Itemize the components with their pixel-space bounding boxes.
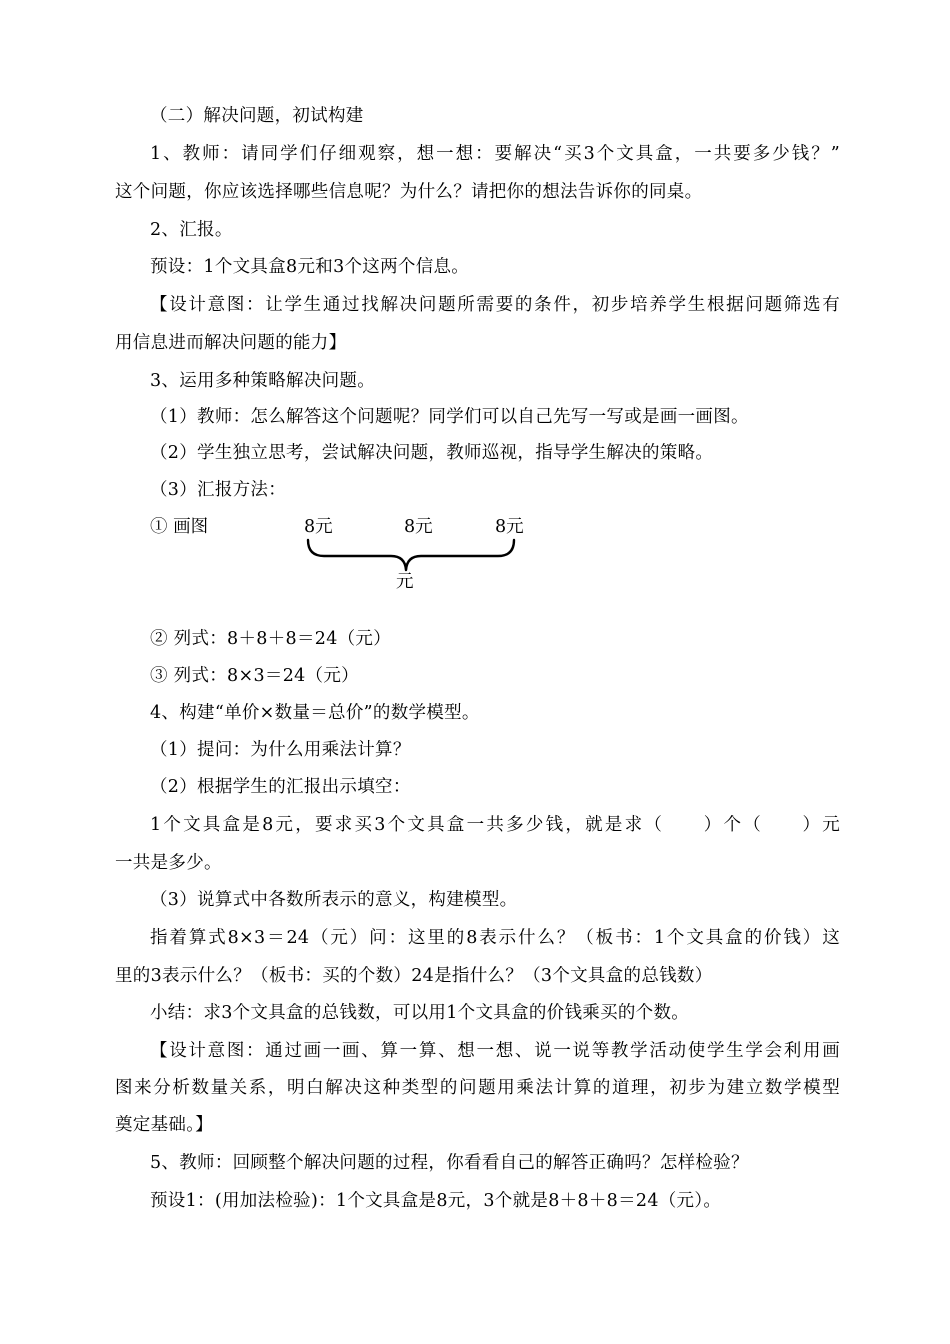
paragraph-line: 指着算式8×3＝24（元）问：这里的8表示什么？（板书：1个文具盒的价钱）这 [150, 928, 840, 948]
paragraph-line: 预设1：(用加法检验)：1个文具盒是8元，3个就是8＋8＋8＝24（元）。 [150, 1191, 722, 1211]
design-intent-line: 用信息进而解决问题的能力】 [115, 333, 347, 353]
paragraph-line: 预设：1个文具盒8元和3个这两个信息。 [150, 257, 470, 277]
paragraph-line: 小结：求3个文具盒的总钱数，可以用1个文具盒的价钱乘买的个数。 [150, 1003, 690, 1023]
segment-label: 8元 [404, 517, 433, 537]
paragraph-line: 1个文具盒是8元，要求买3个文具盒一共多少钱，就是求（ ）个（ ）元 [150, 815, 840, 835]
paragraph-line: 这个问题，你应该选择哪些信息呢？为什么？请把你的想法告诉你的同桌。 [115, 182, 703, 202]
design-intent-line: 图来分析数量关系，明白解决这种类型的问题用乘法计算的道理，初步为建立数学模型 [115, 1078, 840, 1098]
segment-label: 8元 [495, 517, 524, 537]
paragraph-line: 2、汇报。 [150, 220, 233, 240]
curly-brace [150, 512, 570, 602]
brace-diagram [150, 512, 570, 602]
paragraph-line: （3）汇报方法： [150, 480, 287, 500]
paragraph-line: 1、教师：请同学们仔细观察，想一想：要解决“买3个文具盒，一共要多少钱？” [150, 144, 840, 164]
design-intent-line: 奠定基础。】 [115, 1115, 214, 1135]
paragraph-line: 3、运用多种策略解决问题。 [150, 371, 376, 391]
paragraph-line: 4、构建“单价×数量＝总价”的数学模型。 [150, 703, 480, 723]
paragraph-line: 5、教师：回顾整个解决问题的过程，你看看自己的解答正确吗？怎样检验？ [150, 1153, 749, 1173]
paragraph-line: ② 列式：8＋8＋8＝24（元） [150, 629, 392, 649]
segment-label: 8元 [304, 517, 333, 537]
method-label: ① 画图 [150, 517, 209, 537]
section-heading: （二）解决问题，初试构建 [150, 106, 364, 126]
paragraph-line: （1）教师：怎么解答这个问题呢？同学们可以自己先写一写或是画一画图。 [150, 407, 749, 427]
design-intent-line: 【设计意图：通过画一画、算一算、想一想、说一说等教学活动使学生学会利用画 [150, 1041, 840, 1061]
paragraph-line: 一共是多少。 [115, 853, 222, 873]
paragraph-line: （3）说算式中各数所表示的意义，构建模型。 [150, 890, 518, 910]
paragraph-line: 里的3表示什么？（板书：买的个数）24是指什么？（3个文具盒的总钱数） [115, 966, 713, 986]
total-label: 元 [396, 572, 414, 592]
paragraph-line: （2）学生独立思考，尝试解决问题，教师巡视，指导学生解决的策略。 [150, 443, 714, 463]
design-intent-line: 【设计意图：让学生通过找解决问题所需要的条件，初步培养学生根据问题筛选有 [150, 295, 840, 315]
paragraph-line: （1）提问：为什么用乘法计算？ [150, 740, 411, 760]
paragraph-line: ③ 列式：8×3＝24（元） [150, 666, 359, 686]
paragraph-line: （2）根据学生的汇报出示填空： [150, 777, 411, 797]
